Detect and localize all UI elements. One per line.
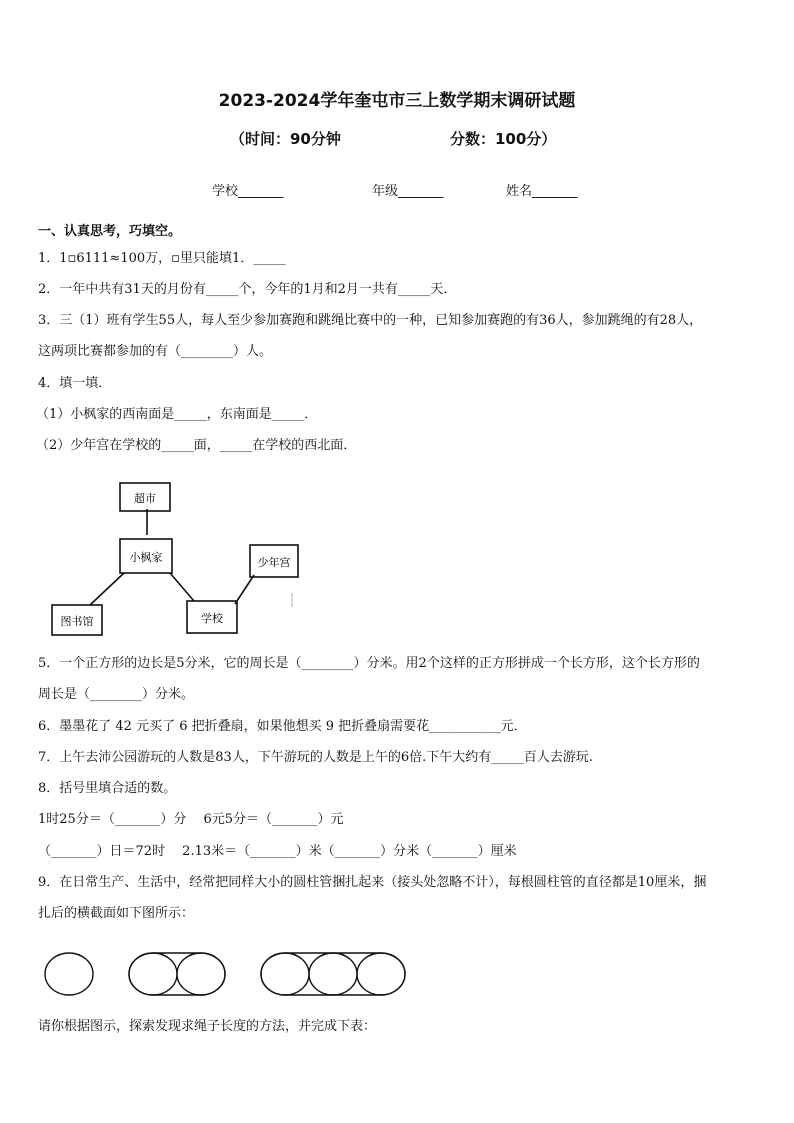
page-title: 2023-2024学年奎屯市三上数学期末调研试题 [218,91,576,111]
question-6: 6．墨墨花了 42 元买了 6 把折叠扇，如果他想买 9 把折叠扇需要花___________元． [38,719,527,734]
question-4: 4．填一填． [38,376,112,391]
map-link-school-youth [235,575,254,604]
map-label-home: 小枫家 [129,551,163,564]
question-4-part-2: （2）少年宫在学校的_____面，_____在学校的西北面． [36,438,357,453]
direction-map-diagram [40,475,310,640]
pipe-bundle-diagram [40,948,420,1000]
question-8: 8．括号里填合适的数。 [38,781,177,796]
map-label-youth-palace: 少年宫 [257,556,291,569]
map-label-school: 学校 [201,612,223,625]
question-3-line-2: 这两项比赛都参加的有（________）人。 [38,344,273,359]
time-limit: （时间：90分钟 [230,130,341,148]
grade-field: 年级_______ [372,184,444,199]
question-4-part-1: （1）小枫家的西南面是_____，东南面是_____． [36,407,318,422]
school-field: 学校_______ [212,184,284,199]
map-label-library: 图书馆 [60,615,94,628]
question-2: 2．一年中共有31天的月份有_____个，今年的1月和2月一共有_____天． [38,282,457,297]
question-9-line-2: 扎后的横截面如下图所示： [38,906,195,921]
pipe-circle [309,953,357,995]
question-7: 7．上午去沛公园游玩的人数是83人，下午游玩的人数是上午的6倍.下午大约有_____百人去游玩. [38,750,593,765]
question-5-line-2: 周长是（________）分米。 [38,687,195,702]
section-heading: 一、认真思考，巧填空。 [38,224,182,239]
name-field: 姓名_______ [506,184,578,199]
question-8-line-1: 1时25分＝（_______）分 6元5分＝（_______）元 [38,812,344,827]
question-5-line-1: 5．一个正方形的边长是5分米，它的周长是（________）分米。用2个这样的正方形拼成一个长方形，这个长方形的 [38,656,700,671]
question-8-line-2: （_______）日＝72时 2.13米＝（_______）米（_______）分米（_______）厘米 [38,844,517,859]
pipe-circle [45,953,93,995]
map-link-home-school [170,573,194,601]
question-9-line-3: 请你根据图示，探索发现求绳子长度的方法，并完成下表： [38,1019,377,1034]
total-score: 分数：100分） [450,130,557,148]
map-label-supermarket: 超市 [134,492,156,505]
rope-outline [261,953,405,995]
question-9-line-1: 9．在日常生产、生活中，经常把同样大小的圆柱管捆扎起来（接头处忽略不计），每根圆柱管的直径都是10厘米，捆 [38,875,707,890]
question-3-line-1: 3．三（1）班有学生55人，每人至少参加赛跑和跳绳比赛中的一种，已知参加赛跑的有36人，参加跳绳的有28人， [38,313,703,328]
question-1: 1．1▫6111≈100万，▫里只能填1．_____ [38,251,286,266]
map-link-home-library [90,573,124,605]
